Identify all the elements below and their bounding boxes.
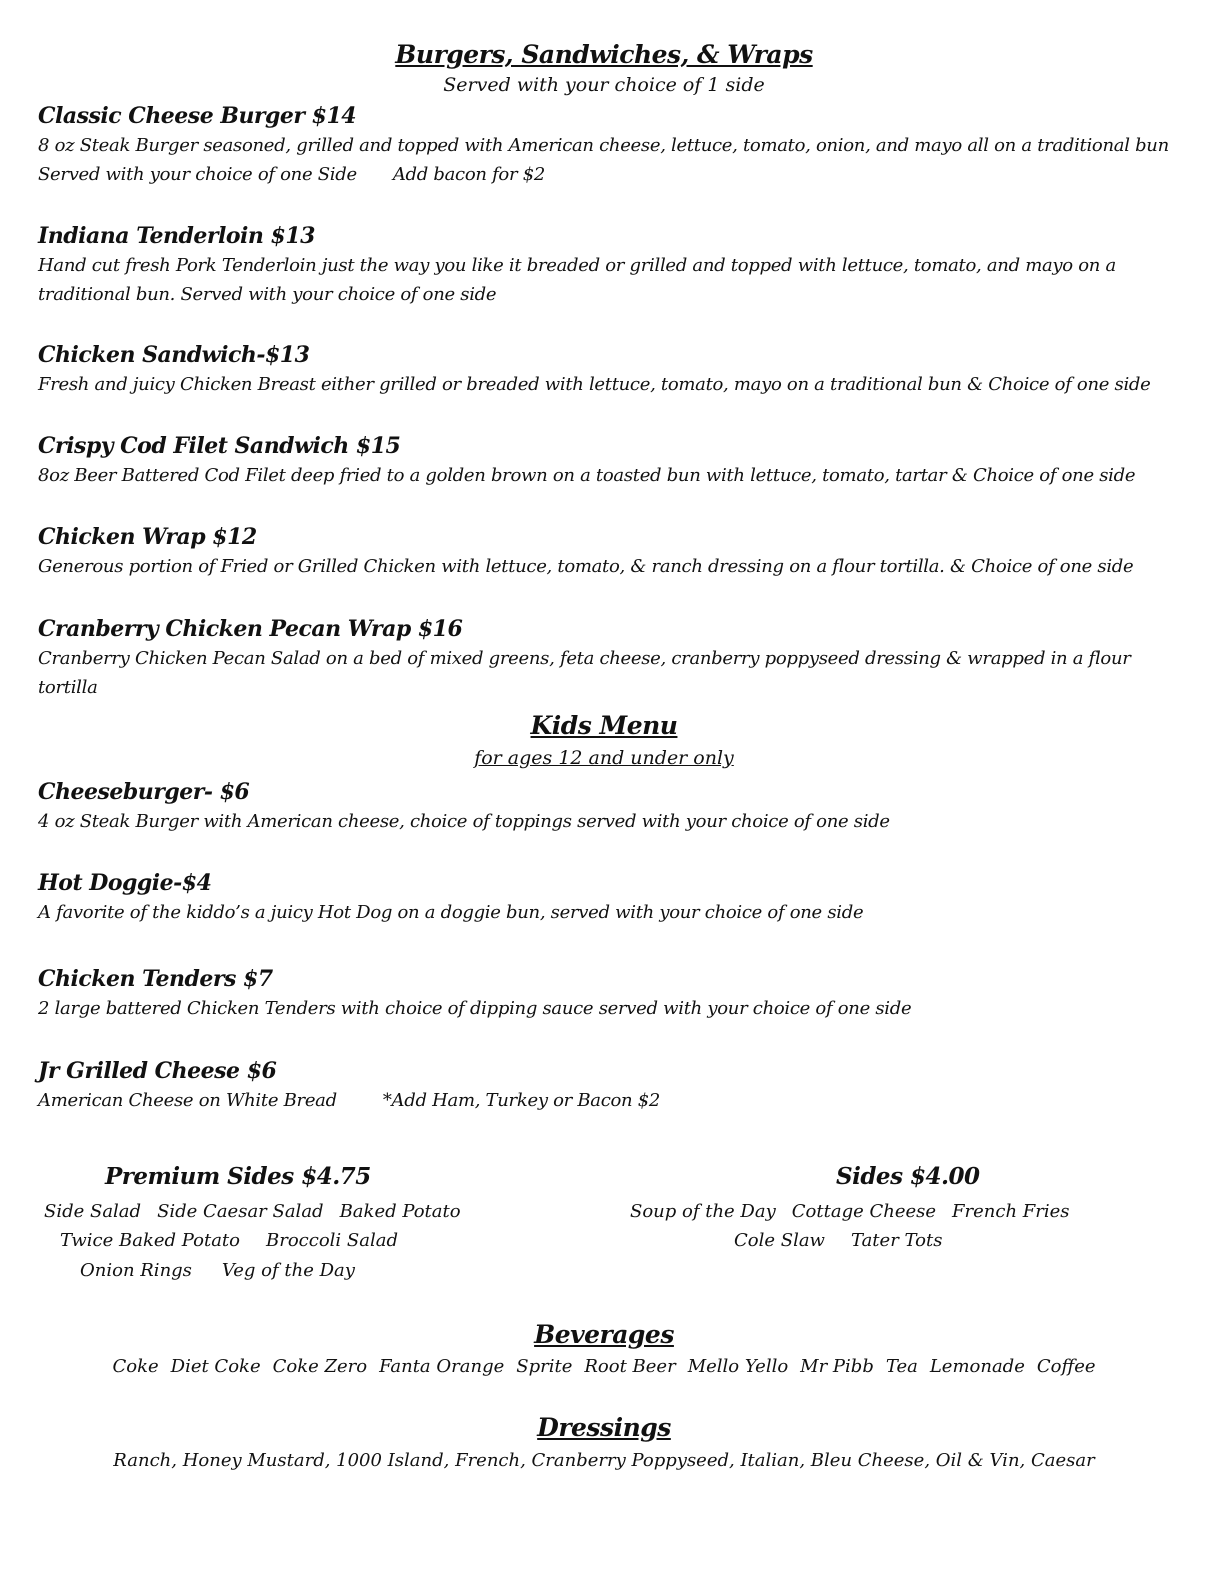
sides-title: Sides $4.00 [836, 1163, 980, 1190]
item-description [38, 1086, 1173, 1115]
menu-item-chicken-tenders [38, 964, 1173, 1023]
kids-section-title: Kids Menu [530, 711, 678, 740]
item-name: Classic Cheese Burger $14 [38, 103, 357, 129]
menu-item-cranberry-chicken-pecan-wrap [38, 614, 1173, 702]
sides-row [630, 1197, 1070, 1227]
item-description: 4 oz Steak Burger with American cheese, choice of toppings served with your choice of one side [38, 811, 890, 832]
side-item: Soup of the Day [630, 1201, 776, 1222]
beverage-item: Lemonade [929, 1356, 1025, 1377]
item-description: 8oz Beer Battered Cod Filet deep fried to a golden brown on a toasted bun with lettuce, tomato, tartar & Choice of one side [38, 465, 1136, 486]
item-description: Generous portion of Fried or Grilled Chicken with lettuce, tomato, & ranch dressing on a flour tortilla. & Choice of one side [38, 556, 1134, 577]
side-item: Side Caesar Salad [157, 1201, 324, 1222]
beverage-item: Root Beer [584, 1356, 676, 1377]
item-description: Hand cut fresh Pork Tenderloin just the way you like it breaded or grilled and topped with lettuce, tomato, and mayo on a traditional bun. Served with your choice of one side [38, 255, 1116, 305]
side-item: Veg of the Day [221, 1260, 355, 1281]
menu-item-chicken-sandwich [38, 340, 1173, 399]
menu-item-indiana-tenderloin [38, 221, 1173, 309]
side-item: Tater Tots [850, 1230, 943, 1251]
beverage-item: Mr Pibb [800, 1356, 874, 1377]
menu-item-chicken-wrap [38, 522, 1173, 581]
premium-sides-row [80, 1256, 355, 1286]
menu-item-hot-doggie [38, 868, 1173, 927]
item-name: Cheeseburger- $6 [38, 779, 250, 805]
item-name: Chicken Wrap $12 [38, 524, 257, 550]
premium-sides-title: Premium Sides $4.75 [105, 1163, 371, 1190]
item-description: 2 large battered Chicken Tenders with choice of dipping sauce served with your choice of one side [38, 998, 912, 1019]
item-extra: *Add Ham, Turkey or Bacon $2 [382, 1090, 661, 1111]
side-item: Side Salad [44, 1201, 142, 1222]
premium-sides-row [60, 1226, 398, 1256]
dressings-list: Ranch, Honey Mustard, 1000 Island, French, Cranberry Poppyseed, Italian, Bleu Cheese, Oil & Vin, Caesar [113, 1450, 1095, 1471]
beverage-item: Coke [112, 1356, 159, 1377]
beverages-list [0, 1356, 1208, 1377]
item-name: Chicken Tenders $7 [38, 966, 273, 992]
menu-item-crispy-cod-filet [38, 431, 1173, 490]
burgers-section-subtitle: Served with your choice of 1 side [443, 74, 765, 96]
beverage-item: Diet Coke [170, 1356, 261, 1377]
beverage-item: Coffee [1036, 1356, 1096, 1377]
side-item: French Fries [952, 1201, 1070, 1222]
item-name: Crispy Cod Filet Sandwich $15 [38, 433, 401, 459]
side-item: Cole Slaw [734, 1230, 825, 1251]
beverage-item: Coke Zero [272, 1356, 368, 1377]
dressings-title: Dressings [537, 1413, 671, 1442]
kids-section-subtitle: for ages 12 and under only [474, 747, 734, 769]
side-item: Cottage Cheese [791, 1201, 937, 1222]
beverage-item: Mello Yello [687, 1356, 789, 1377]
item-extra: Add bacon for $2 [392, 164, 545, 185]
premium-sides-row [44, 1197, 461, 1227]
item-description: Cranberry Chicken Pecan Salad on a bed of mixed greens, feta cheese, cranberry poppyseed dressing & wrapped in a flour tortilla [38, 648, 1131, 698]
item-name: Hot Doggie-$4 [38, 870, 212, 896]
beverage-item: Sprite [516, 1356, 573, 1377]
beverage-item: Tea [885, 1356, 918, 1377]
item-description: A favorite of the kiddo’s a juicy Hot Dog on a doggie bun, served with your choice of one side [38, 902, 864, 923]
menu-item-kids-cheeseburger [38, 777, 1173, 836]
side-item: Onion Rings [80, 1260, 192, 1281]
beverage-item: Fanta Orange [379, 1356, 505, 1377]
item-name: Jr Grilled Cheese $6 [38, 1058, 277, 1084]
item-name: Chicken Sandwich-$13 [38, 342, 310, 368]
menu-item-jr-grilled-cheese [38, 1056, 1173, 1115]
item-description-text: American Cheese on White Bread [38, 1090, 337, 1111]
burgers-section-title: Burgers, Sandwiches, & Wraps [395, 40, 813, 69]
sides-row [734, 1226, 942, 1256]
side-item: Broccoli Salad [266, 1230, 398, 1251]
item-name: Indiana Tenderloin $13 [38, 223, 315, 249]
side-item: Twice Baked Potato [60, 1230, 240, 1251]
item-description-text: 8 oz Steak Burger seasoned, grilled and topped with American cheese, lettuce, tomato, onion, and mayo all on a traditional bun Served with your choice of one Side [38, 135, 1169, 185]
beverages-title: Beverages [534, 1320, 674, 1349]
side-item: Baked Potato [339, 1201, 461, 1222]
menu-item-classic-cheese-burger [38, 101, 1173, 189]
item-description: Fresh and juicy Chicken Breast either grilled or breaded with lettuce, tomato, mayo on a traditional bun & Choice of one side [38, 374, 1151, 395]
item-description [38, 131, 1173, 189]
item-name: Cranberry Chicken Pecan Wrap $16 [38, 616, 463, 642]
